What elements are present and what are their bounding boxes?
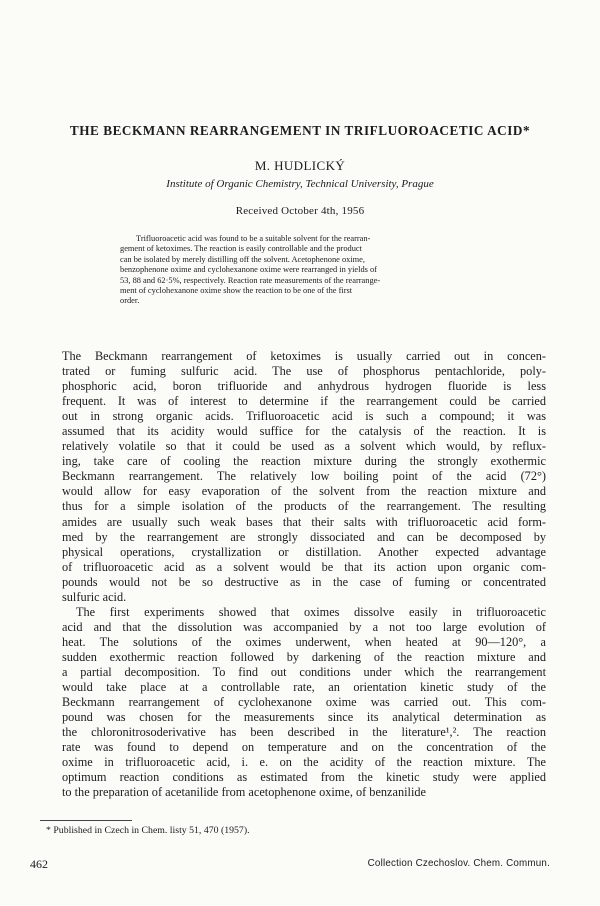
abstract-line: Trifluoroacetic acid was found to be a suitable solvent for the rearran-	[136, 234, 371, 243]
footnote: * Published in Czech in Chem. listy 51, 470 (1957).	[46, 825, 250, 836]
body-line: Beckmann rearrangement of cyclohexanone oxime was carried out. This com-	[62, 695, 546, 710]
abstract-line: order.	[120, 296, 140, 306]
body-line: to the preparation of acetanilide from acetophenone oxime, of benzanilide	[62, 785, 426, 800]
body-line: the chloronitrosoderivative has been described in the literature¹,². The reaction	[62, 725, 546, 740]
body-text	[62, 349, 546, 800]
body-line: The first experiments showed that oximes dissolve easily in trifluoroacetic	[76, 604, 546, 619]
author-affiliation: Institute of Organic Chemistry, Technical University, Prague	[166, 178, 434, 190]
footnote-rule	[40, 820, 132, 821]
body-line: pound was chosen for the measurements since its analytical determination as	[62, 710, 546, 725]
abstract-line: benzophenone oxime and cyclohexanone oxime were rearranged in yields of	[120, 265, 377, 275]
body-line: physical operations, crystallization or distillation. Another expected advantage	[62, 544, 546, 559]
abstract-line: ment of cyclohexanone oxime show the reaction to be one of the first	[120, 286, 353, 296]
abstract-line: can be isolated by merely distilling off the solvent. Acetophenone oxime,	[120, 254, 365, 264]
abstract-line: gement of ketoximes. The reaction is easily controllable and the product	[120, 244, 362, 254]
body-line: med by the rearrangement are strongly dissociated and can be decomposed by	[62, 529, 546, 544]
body-line: phosphoric acid, boron trifluoride and anhydrous hydrogen fluoride is less	[62, 379, 546, 394]
page-number: 462	[30, 857, 48, 871]
abstract-line: 53, 88 and 62·5%, respectively. Reaction rate measurements of the rearrange-	[120, 275, 381, 285]
body-line: oxime in trifluoroacetic acid, i. e. on the acidity of the reaction mixture. The	[62, 755, 546, 770]
body-line: trated or fuming sulfuric acid. The use of phosphorus pentachloride, poly-	[62, 364, 546, 379]
body-line: would allow for easy evaporation of the solvent from the reaction mixture and	[62, 484, 546, 499]
body-line: acid and that the dissolution was accompanied by a not too large evolution of	[62, 619, 546, 634]
body-line: frequent. It was of interest to determine if the rearrangement could be carried	[62, 394, 546, 409]
body-line: of trifluoroacetic acid as a solvent would be that its action upon organic com-	[62, 559, 546, 574]
body-line: pounds would not be so destructive as in the case of fuming or concentrated	[62, 574, 546, 589]
body-line: assumed that its acidity would suffice for the catalysis of the reaction. It is	[62, 424, 546, 439]
body-line: a partial decomposition. To find out conditions under which the rearrangement	[62, 664, 546, 679]
abstract	[120, 234, 480, 307]
body-line: Beckmann rearrangement. The relatively low boiling point of the acid (72°)	[62, 469, 546, 484]
body-line: relatively volatile so that it could be used as a solvent which would, by reflux-	[62, 439, 546, 454]
body-line: out in strong organic acids. Trifluoroacetic acid is such a compound; it was	[62, 409, 546, 424]
body-line: sudden exothermic reaction followed by darkening of the reaction mixture and	[62, 649, 546, 664]
article-author: M. HUDLICKÝ	[254, 158, 346, 173]
body-line: heat. The solutions of the oximes underwent, when heated at 90—120°, a	[62, 634, 546, 649]
received-date: Received October 4th, 1956	[235, 205, 365, 217]
journal-name: Collection Czechoslov. Chem. Commun.	[367, 858, 550, 869]
body-line: rate was found to depend on temperature and on the concentration of the	[62, 740, 546, 755]
body-line: thus for a simple isolation of the products of the rearrangement. The resulting	[62, 499, 546, 514]
body-line: ing, take care of cooling the reaction mixture during the strongly exothermic	[62, 454, 546, 469]
body-line: sulfuric acid.	[62, 589, 127, 604]
body-line: amides are usually such weak bases that their salts with trifluoroacetic acid form-	[62, 514, 546, 529]
body-line: optimum reaction conditions as estimated from the kinetic study were applied	[62, 770, 546, 785]
body-line: would take place at a controllable rate, an orientation kinetic study of the	[62, 680, 546, 695]
body-line: The Beckmann rearrangement of ketoximes is usually carried out in concen-	[62, 349, 546, 363]
article-title: THE BECKMANN REARRANGEMENT IN TRIFLUOROACETIC ACID*	[69, 123, 531, 138]
